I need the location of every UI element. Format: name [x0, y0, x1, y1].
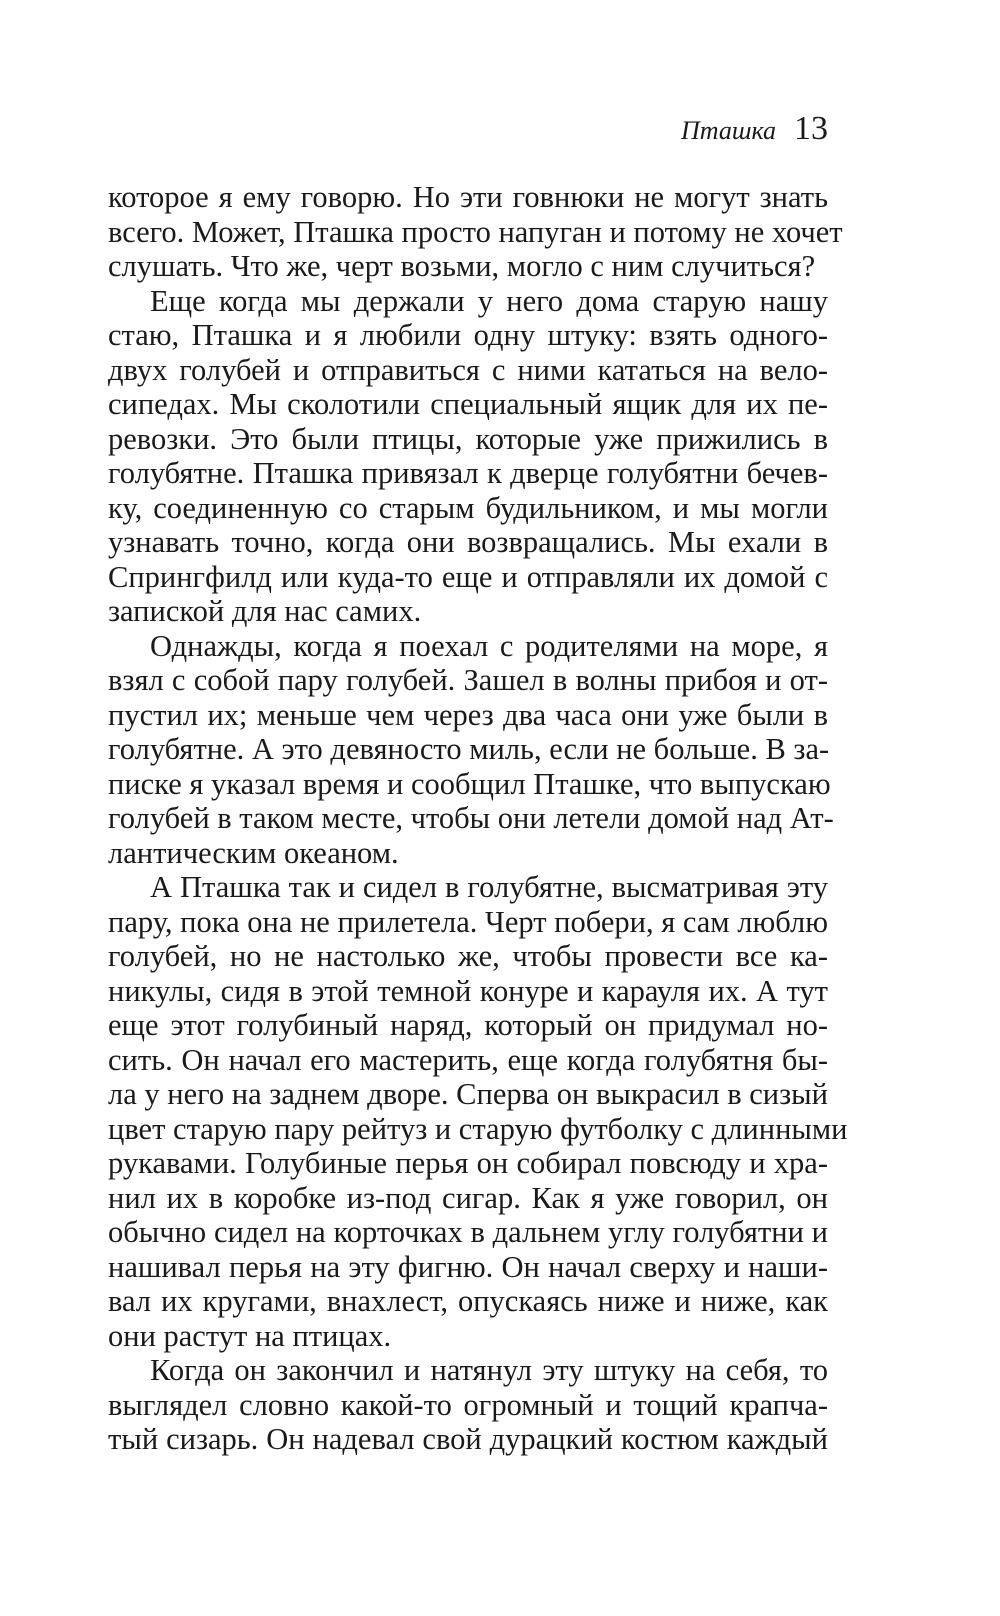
text-line: ревозки. Это были птицы, которые уже прижились в [108, 421, 828, 456]
text-line: нашивал перья на эту фигню. Он начал сверху и наши- [108, 1249, 828, 1284]
text-line: обычно сидел на корточках в дальнем углу голубятни и [108, 1215, 828, 1249]
text-line: тый сизарь. Он надевал свой дурацкий костюм каждый [108, 1422, 828, 1456]
text-line: писке я указал время и сообщил Пташке, что выпускаю [108, 766, 831, 801]
text-line: цвет старую пару рейтуз и старую футболку с длинными [108, 1111, 848, 1146]
text-line: стаю, Пташка и я любили одну штуку: взять одного- [108, 318, 828, 352]
text-line: пару, пока она не прилетела. Черт побери, я сам люблю [108, 904, 828, 939]
text-line: взял с собой пару голубей. Зашел в волны прибоя и от- [108, 663, 828, 697]
text-line: лантическим океаном. [108, 835, 399, 870]
text-line: выглядел словно какой-то огромный и тощий крапча- [108, 1387, 828, 1422]
text-line: вал их кругами, внахлест, опускаясь ниже и ниже, как [108, 1284, 828, 1318]
text-line: никулы, сидя в этой темной конуре и карауля их. А тут [108, 973, 828, 1008]
text-line: Еще когда мы держали у него дома старую нашу [150, 283, 828, 318]
body-text [108, 180, 848, 1457]
text-line: нил их в коробке из-под сигар. Как я уже говорил, он [108, 1180, 828, 1215]
text-line: сить. Он начал его мастерить, еще когда голубятня бы- [108, 1042, 828, 1077]
text-line: ку, соединенную со старым будильником, и мы могли [108, 490, 828, 525]
text-line: запиской для нас самих. [108, 594, 422, 628]
text-line: узнавать точно, когда они возвращались. Мы ехали в [108, 525, 828, 559]
text-line: голубей в таком месте, чтобы они летели домой над Ат- [108, 801, 834, 835]
text-line: сипедах. Мы сколотили специальный ящик для их пе- [108, 387, 828, 421]
text-line: пустил их; меньше чем через два часа они уже были в [108, 697, 828, 732]
text-line: Спрингфилд или куда-то еще и отправляли их домой с [108, 559, 828, 594]
running-header [108, 112, 828, 146]
text-line: ла у него на заднем дворе. Сперва он выкрасил в сизый [108, 1077, 828, 1111]
text-line: А Пташка так и сидел в голубятне, высматривая эту [150, 870, 828, 904]
text-line: они растут на птицах. [108, 1318, 392, 1353]
text-line: голубей, но не настолько же, чтобы провести все ка- [108, 939, 828, 973]
text-line: Однажды, когда я поехал с родителями на море, я [150, 628, 828, 663]
page-number: 13 [794, 110, 828, 147]
text-line: которое я ему говорю. Но эти говнюки не могут знать [108, 180, 828, 214]
text-line: голубятне. Пташка привязал к дверце голубятни бечев- [108, 456, 828, 490]
text-line: голубятне. А это девяносто миль, если не больше. В за- [108, 732, 830, 766]
text-line: Когда он закончил и натянул эту штуку на себя, то [150, 1353, 828, 1387]
text-line: еще этот голубиный наряд, который он придумал но- [108, 1008, 828, 1042]
text-line: рукавами. Голубиные перья он собирал повсюду и хра- [108, 1146, 828, 1180]
text-line: слушать. Что же, черт возьми, могло с ним случиться? [108, 249, 816, 283]
running-title: Пташка [680, 116, 776, 145]
text-line: двух голубей и отправиться с ними кататься на вело- [108, 352, 828, 387]
text-line: всего. Может, Пташка просто напуган и потому не хочет [108, 214, 843, 249]
